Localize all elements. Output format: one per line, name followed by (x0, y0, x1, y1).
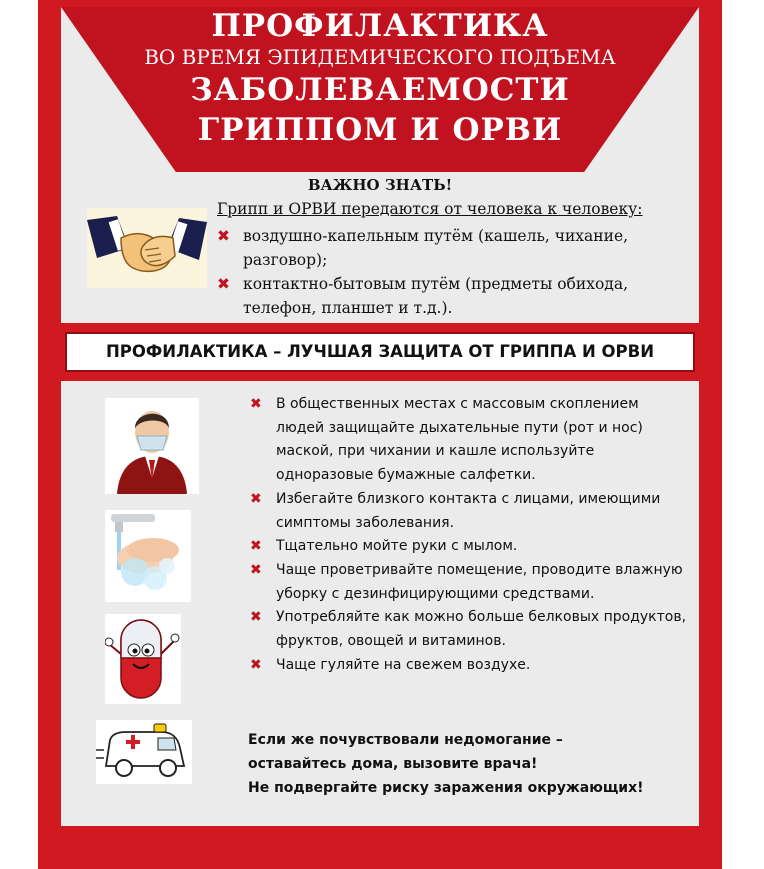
list-item (217, 272, 697, 320)
list-item (250, 488, 690, 535)
prevention-banner: ПРОФИЛАКТИКА – ЛУЧШАЯ ЗАЩИТА ОТ ГРИППА И ОРВИ (65, 332, 695, 372)
important-heading: ВАЖНО ЗНАТЬ! (307, 176, 453, 194)
cross-bullet-icon: ✖ (250, 609, 262, 626)
cross-bullet-icon: ✖ (217, 275, 230, 293)
list-item (250, 535, 690, 559)
list-item-text: Избегайте близкого контакта с лицами, имеющими симптомы заболевания. (276, 490, 661, 531)
list-item-text: контактно-бытовым путём (предметы обихода, телефон, планшет и т.д.). (243, 275, 628, 317)
list-item-text: воздушно-капельным путём (кашель, чихание, разговор); (243, 227, 629, 269)
cross-bullet-icon: ✖ (250, 656, 262, 673)
list-item-text: Чаще проветривайте помещение, проводите влажную уборку с дезинфицирующими средствами. (276, 561, 683, 602)
transmission-intro: Грипп и ОРВИ передаются от человека к человеку: (217, 200, 643, 218)
poster-title-line3: ГРИППОМ И ОРВИ (197, 112, 563, 148)
cross-bullet-icon: ✖ (250, 538, 262, 555)
handshake-icon (87, 208, 207, 288)
list-item (217, 224, 697, 272)
header-text (61, 7, 699, 150)
cross-bullet-icon: ✖ (217, 227, 230, 245)
poster-frame (38, 0, 722, 869)
advice-line-2: оставайтесь дома, вызовите врача! (248, 756, 538, 772)
list-item (250, 606, 690, 653)
transmission-list (217, 224, 697, 320)
list-item (250, 654, 690, 678)
hand-washing-icon (105, 510, 191, 602)
pill-mascot-icon (105, 614, 181, 704)
masked-person-icon (105, 398, 199, 494)
cross-bullet-icon: ✖ (250, 490, 262, 507)
list-item-text: Употребляйте как можно больше белковых продуктов, фруктов, овощей и витаминов. (276, 609, 687, 650)
ambulance-icon (96, 720, 192, 784)
cross-bullet-icon: ✖ (250, 396, 262, 412)
poster-subtitle: ВО ВРЕМЯ ЭПИДЕМИЧЕСКОГО ПОДЪЕМА (144, 45, 616, 69)
list-item (250, 559, 690, 606)
prevention-tips-list (250, 393, 690, 677)
list-item-text: Чаще гуляйте на свежем воздухе. (276, 656, 531, 673)
cross-bullet-icon: ✖ (250, 561, 262, 578)
list-item-text: Тщательно мойте руки с мылом. (276, 538, 518, 555)
advice-line-1: Если же почувствовали недомогание – (248, 732, 563, 748)
list-item-text: В общественных местах с массовым скоплением людей защищайте дыхательные пути (рот и нос) маской, при чихании и кашле используйте одноразовые бумажные салфетки. (276, 396, 643, 484)
poster-title-line2: ЗАБОЛЕВАЕМОСТИ (190, 72, 570, 108)
list-item (250, 393, 690, 488)
poster-title: ПРОФИЛАКТИКА (211, 8, 549, 44)
advice-line-3: Не подвергайте риску заражения окружающих! (248, 780, 644, 796)
illness-advice (248, 728, 688, 800)
